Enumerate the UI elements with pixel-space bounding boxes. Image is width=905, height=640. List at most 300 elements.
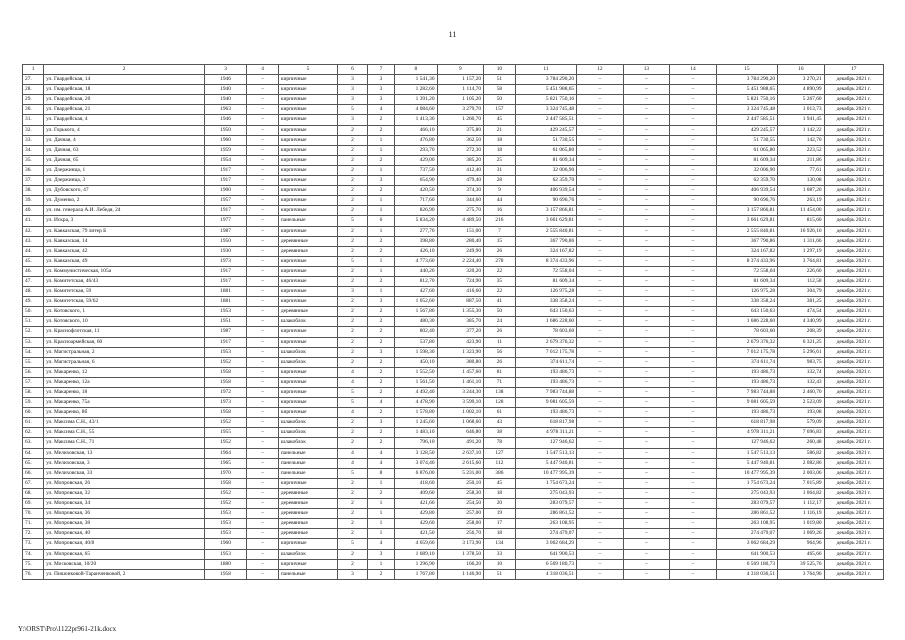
table-cell: –	[670, 165, 717, 175]
table-cell: 28.	[23, 85, 44, 95]
table-cell: шлакоблок	[278, 549, 337, 559]
table-cell: декабрь 2021 г.	[824, 529, 883, 539]
header-cell: 3	[204, 65, 246, 75]
table-cell: –	[670, 266, 717, 276]
table-cell: 1 547 513,13	[716, 448, 777, 458]
table-cell: 2	[338, 337, 368, 347]
table-cell: 18	[484, 488, 516, 498]
table-cell: декабрь 2021 г.	[824, 458, 883, 468]
table-cell: –	[577, 115, 624, 125]
table-row	[23, 488, 884, 498]
table-cell: 1 297,19	[778, 246, 825, 256]
table-cell: 3 074,40	[395, 458, 437, 468]
table-cell: 1 087,20	[778, 186, 825, 196]
table-cell: ул. Искра, 3	[44, 216, 205, 226]
table-cell: –	[247, 307, 279, 317]
table-cell: кирпичные	[278, 388, 337, 398]
table-cell: 126 975,28	[515, 287, 576, 297]
table-cell: ул. Мопровская, 32	[44, 488, 205, 498]
table-cell: –	[247, 85, 279, 95]
table-row	[23, 186, 884, 196]
table-cell: 983,75	[778, 357, 825, 367]
table-cell: 2	[338, 438, 368, 448]
table-cell: 2	[367, 357, 395, 367]
table-cell: 887,50	[437, 297, 484, 307]
table-cell: –	[577, 509, 624, 519]
table-cell: –	[577, 155, 624, 165]
table-cell: 2	[367, 408, 395, 418]
table-cell: 274 479,07	[515, 529, 576, 539]
table-cell: 491,20	[437, 438, 484, 448]
table-cell: 61 065,80	[515, 145, 576, 155]
table-cell: –	[670, 468, 717, 478]
table-cell: ул. Краснофлотская, 11	[44, 327, 205, 337]
table-cell: –	[623, 377, 670, 387]
table-row	[23, 266, 884, 276]
table-cell: ул. Макаренко, 18	[44, 388, 205, 398]
table-cell: ул. Кавказская, 79 литер Б	[44, 226, 205, 236]
table-cell: 618 817,98	[716, 418, 777, 428]
table-cell: 3 173,90	[437, 539, 484, 549]
table-cell: –	[623, 125, 670, 135]
table-cell: 2	[367, 327, 395, 337]
table-cell: декабрь 2021 г.	[824, 115, 883, 125]
table-cell: кирпичные	[278, 125, 337, 135]
table-cell: –	[623, 135, 670, 145]
table-cell: 22	[484, 266, 516, 276]
table-cell: 2	[338, 297, 368, 307]
table-cell: 1	[367, 226, 395, 236]
table-cell: 1881	[204, 297, 246, 307]
table-cell: –	[247, 529, 279, 539]
table-cell: 5 296,61	[778, 347, 825, 357]
table-cell: 31.	[23, 115, 44, 125]
table-cell: 579,09	[778, 418, 825, 428]
table-cell: декабрь 2021 г.	[824, 398, 883, 408]
table-row	[23, 509, 884, 519]
table-cell: ул. Котовского, 10	[44, 317, 205, 327]
table-cell: 1972	[204, 388, 246, 398]
table-cell: –	[247, 176, 279, 186]
table-cell: –	[577, 327, 624, 337]
table-cell: 2	[338, 186, 368, 196]
table-cell: –	[247, 418, 279, 428]
table-cell: –	[247, 165, 279, 175]
table-row	[23, 307, 884, 317]
table-cell: декабрь 2021 г.	[824, 196, 883, 206]
table-cell: –	[670, 337, 717, 347]
table-cell: 2	[338, 428, 368, 438]
table-cell: 2	[338, 499, 368, 509]
table-cell: 1 146,90	[437, 569, 484, 579]
table-cell: 4	[338, 367, 368, 377]
table-cell: –	[623, 105, 670, 115]
table-cell: декабрь 2021 г.	[824, 75, 883, 85]
table-cell: –	[577, 519, 624, 529]
table-cell: 34.	[23, 145, 44, 155]
table-cell: 1 064,82	[778, 488, 825, 498]
table-cell: 1917	[204, 337, 246, 347]
table-cell: 2	[367, 337, 395, 347]
table-cell: 3	[338, 115, 368, 125]
table-cell: ул. Красноармейская, 60	[44, 337, 205, 347]
table-row	[23, 196, 884, 206]
table-row	[23, 95, 884, 105]
table-cell: 208,39	[778, 327, 825, 337]
table-cell: 51 730,55	[515, 135, 576, 145]
table-row	[23, 529, 884, 539]
table-cell: 6 569 180,73	[515, 559, 576, 569]
table-cell: кирпичные	[278, 196, 337, 206]
table-cell: 1	[367, 519, 395, 529]
table-cell: 1 391,20	[395, 95, 437, 105]
table-cell: 5	[338, 216, 368, 226]
table-cell: декабрь 2021 г.	[824, 236, 883, 246]
table-cell: –	[247, 327, 279, 337]
table-cell: декабрь 2021 г.	[824, 287, 883, 297]
table-cell: –	[623, 176, 670, 186]
table-cell: 142,70	[778, 135, 825, 145]
table-cell: 4	[367, 398, 395, 408]
table-cell: –	[577, 529, 624, 539]
table-cell: 20	[484, 499, 516, 509]
housing-table	[22, 64, 884, 580]
table-cell: –	[577, 418, 624, 428]
table-cell: 385,20	[437, 155, 484, 165]
table-cell: ул. Московская, 10/20	[44, 559, 205, 569]
table-cell: 5 451 988,65	[716, 85, 777, 95]
table-cell: 2	[338, 125, 368, 135]
table-cell: 249,90	[437, 246, 484, 256]
table-cell: –	[247, 105, 279, 115]
table-cell: –	[623, 196, 670, 206]
table-cell: 48.	[23, 287, 44, 297]
table-cell: 275 043,93	[716, 488, 777, 498]
table-cell: 43	[484, 418, 516, 428]
table-cell: 367 790,86	[515, 236, 576, 246]
table-cell: –	[247, 226, 279, 236]
table-cell: ул. Дачная, 65	[44, 155, 205, 165]
table-cell: 320,20	[437, 266, 484, 276]
table-cell: 796,10	[395, 438, 437, 448]
table-cell: 127 946,62	[716, 438, 777, 448]
table-cell: 1951	[204, 317, 246, 327]
table-cell: 1 754 673,24	[515, 478, 576, 488]
table-cell: –	[577, 246, 624, 256]
table-cell: 2	[367, 428, 395, 438]
table-row	[23, 176, 884, 186]
table-cell: 3	[367, 95, 395, 105]
table-cell: кирпичные	[278, 377, 337, 387]
table-cell: –	[577, 448, 624, 458]
table-cell: –	[577, 388, 624, 398]
table-cell: –	[247, 458, 279, 468]
table-cell: –	[670, 276, 717, 286]
table-cell: –	[247, 367, 279, 377]
table-cell: –	[577, 499, 624, 509]
table-cell: 1 457,60	[437, 367, 484, 377]
table-cell: 3 157 866,81	[716, 206, 777, 216]
table-cell: декабрь 2021 г.	[824, 468, 883, 478]
table-cell: 1950	[204, 236, 246, 246]
table-cell: 2	[338, 418, 368, 428]
table-cell: 5 267,60	[778, 95, 825, 105]
table-cell: –	[577, 226, 624, 236]
table-cell: 1 413,30	[395, 115, 437, 125]
table-cell: 1955	[204, 428, 246, 438]
table-cell: ул. Котовского, 1	[44, 307, 205, 317]
table-cell: кирпичные	[278, 297, 337, 307]
table-cell: 1953	[204, 509, 246, 519]
table-cell: ул. Мопровская, 40/8	[44, 539, 205, 549]
table-cell: 36.	[23, 165, 44, 175]
table-row	[23, 549, 884, 559]
table-cell: –	[623, 529, 670, 539]
table-cell: 304,79	[778, 287, 825, 297]
table-cell: 50	[484, 307, 516, 317]
table-cell: –	[247, 448, 279, 458]
table-cell: 409,60	[395, 488, 437, 498]
header-cell: 11	[515, 65, 576, 75]
table-cell: ул. Мопровская, 26	[44, 478, 205, 488]
table-cell: 3	[338, 287, 368, 297]
table-cell: 1	[367, 266, 395, 276]
table-cell: 128	[484, 398, 516, 408]
table-cell: 51 730,55	[716, 135, 777, 145]
table-cell: 66.	[23, 468, 44, 478]
table-cell: 1958	[204, 478, 246, 488]
table-cell: 421,60	[395, 499, 437, 509]
table-cell: –	[623, 246, 670, 256]
table-cell: –	[623, 165, 670, 175]
table-cell: –	[247, 95, 279, 105]
table-row	[23, 115, 884, 125]
table-cell: –	[623, 115, 670, 125]
table-cell: 3 270,21	[778, 75, 825, 85]
table-cell: 375,80	[437, 125, 484, 135]
table-cell: 1 069,26	[778, 529, 825, 539]
table-cell: –	[623, 418, 670, 428]
header-cell: 13	[623, 65, 670, 75]
table-cell: 81	[484, 367, 516, 377]
table-cell: 157	[484, 105, 516, 115]
table-cell: кирпичные	[278, 105, 337, 115]
table-cell: 6 569 180,73	[716, 559, 777, 569]
table-cell: 412,40	[437, 165, 484, 175]
table-cell: 1	[367, 287, 395, 297]
table-cell: 1 323,90	[437, 347, 484, 357]
table-cell: 2	[338, 155, 368, 165]
table-cell: 274 479,07	[716, 529, 777, 539]
table-cell: 4 318 036,51	[716, 569, 777, 579]
table-cell: –	[623, 559, 670, 569]
table-cell: –	[670, 418, 717, 428]
table-cell: декабрь 2021 г.	[824, 297, 883, 307]
table-cell: ул. Дачная, 63	[44, 145, 205, 155]
table-cell: –	[247, 509, 279, 519]
table-cell: 2 460,70	[778, 388, 825, 398]
table-cell: –	[577, 165, 624, 175]
table-cell: 344,60	[437, 196, 484, 206]
table-cell: –	[623, 85, 670, 95]
table-cell: кирпичные	[278, 165, 337, 175]
table-row	[23, 448, 884, 458]
table-cell: 2	[338, 559, 368, 569]
table-cell: 1 311,66	[778, 236, 825, 246]
table-cell: 2 615,60	[437, 458, 484, 468]
table-cell: 2	[367, 307, 395, 317]
table-cell: 2	[338, 246, 368, 256]
table-cell: 26	[484, 327, 516, 337]
table-cell: кирпичные	[278, 115, 337, 125]
table-cell: 76.	[23, 569, 44, 579]
table-cell: 1 567,80	[395, 307, 437, 317]
table-cell: 193 486,73	[716, 377, 777, 387]
table-cell: –	[247, 559, 279, 569]
table-cell: 1953	[204, 549, 246, 559]
table-cell: 1964	[204, 448, 246, 458]
table-cell: 643 150,63	[716, 307, 777, 317]
table-cell: –	[623, 438, 670, 448]
table-cell: 39.	[23, 196, 44, 206]
table-cell: –	[670, 408, 717, 418]
table-cell: 151,00	[437, 226, 484, 236]
table-cell: 50	[484, 95, 516, 105]
table-cell: 1 598,30	[395, 347, 437, 357]
table-cell: декабрь 2021 г.	[824, 377, 883, 387]
table-cell: 1946	[204, 115, 246, 125]
table-cell: ул. Пишонковой-Таранченковой, 2	[44, 569, 205, 579]
table-cell: –	[577, 398, 624, 408]
table-cell: –	[670, 105, 717, 115]
table-cell: 802,40	[395, 327, 437, 337]
table-cell: 33.	[23, 135, 44, 145]
table-cell: 43.	[23, 236, 44, 246]
table-cell: –	[247, 125, 279, 135]
table-cell: 338 358,24	[515, 297, 576, 307]
table-cell: –	[577, 266, 624, 276]
table-cell: –	[577, 85, 624, 95]
table-cell: 263 108,95	[716, 519, 777, 529]
table-cell: ул. Магистральная, 2	[44, 347, 205, 357]
table-cell: кирпичные	[278, 408, 337, 418]
table-cell: 3	[367, 297, 395, 307]
table-cell: 275 043,93	[515, 488, 576, 498]
table-cell: 29.	[23, 95, 44, 105]
table-cell: 1 686 228,60	[515, 317, 576, 327]
table-cell: 49.	[23, 297, 44, 307]
table-row	[23, 236, 884, 246]
table-row	[23, 155, 884, 165]
table-cell: декабрь 2021 г.	[824, 276, 883, 286]
table-cell: кирпичные	[278, 95, 337, 105]
table-cell: 1	[367, 135, 395, 145]
table-cell: панельные	[278, 468, 337, 478]
table-cell: –	[247, 135, 279, 145]
table-cell: 1917	[204, 165, 246, 175]
table-cell: –	[623, 226, 670, 236]
table-cell: 41	[484, 297, 516, 307]
table-cell: –	[577, 539, 624, 549]
table-cell: –	[577, 569, 624, 579]
table-cell: декабрь 2021 г.	[824, 256, 883, 266]
table-cell: 278	[484, 256, 516, 266]
table-cell: –	[670, 256, 717, 266]
table-cell: 1 754 673,24	[716, 478, 777, 488]
table-cell: 4 978 311,21	[716, 428, 777, 438]
table-cell: –	[247, 478, 279, 488]
table-cell: 4 978 311,21	[515, 428, 576, 438]
table-cell: –	[623, 95, 670, 105]
table-cell: 263 108,95	[515, 519, 576, 529]
table-cell: ул. Дубовского, 47	[44, 186, 205, 196]
table-cell: 8 374 433,96	[515, 256, 576, 266]
table-cell: 1963	[204, 105, 246, 115]
table-cell: деревянные	[278, 236, 337, 246]
table-cell: –	[577, 196, 624, 206]
table-cell: 406 939,54	[515, 186, 576, 196]
table-cell: кирпичные	[278, 176, 337, 186]
table-cell: 429 245,57	[716, 125, 777, 135]
table-cell: 293,70	[395, 145, 437, 155]
table-row	[23, 388, 884, 398]
table-cell: 406 939,54	[716, 186, 777, 196]
table-cell: деревянные	[278, 499, 337, 509]
table-cell: –	[623, 287, 670, 297]
table-cell: –	[577, 307, 624, 317]
table-cell: –	[577, 186, 624, 196]
table-cell: 33	[484, 549, 516, 559]
table-cell: 38	[484, 428, 516, 438]
table-cell: 18	[484, 529, 516, 539]
table-cell: 1 068,60	[437, 418, 484, 428]
table-cell: –	[670, 216, 717, 226]
table-cell: 2	[338, 529, 368, 539]
table-cell: 127	[484, 448, 516, 458]
table-row	[23, 357, 884, 367]
table-cell: –	[670, 539, 717, 549]
table-cell: 1977	[204, 216, 246, 226]
table-cell: 4 773,60	[395, 256, 437, 266]
table-cell: панельные	[278, 569, 337, 579]
table-cell: шлакоблок	[278, 317, 337, 327]
table-cell: 429,00	[395, 155, 437, 165]
table-cell: 67.	[23, 478, 44, 488]
table-cell: –	[623, 297, 670, 307]
table-cell: 1952	[204, 438, 246, 448]
table-cell: 26	[484, 246, 516, 256]
table-cell: 81 609,34	[716, 276, 777, 286]
table-cell: 45	[484, 115, 516, 125]
table-cell: 3 661 629,81	[515, 216, 576, 226]
table-cell: 63.	[23, 438, 44, 448]
table-cell: –	[623, 75, 670, 85]
table-cell: 72 558,04	[515, 266, 576, 276]
table-cell: 1900	[204, 186, 246, 196]
table-cell: 1930	[204, 246, 246, 256]
table-cell: –	[577, 276, 624, 286]
table-cell: декабрь 2021 г.	[824, 176, 883, 186]
table-cell: декабрь 2021 г.	[824, 307, 883, 317]
table-cell: 193 486,73	[716, 408, 777, 418]
table-cell: 7 012 175,78	[515, 347, 576, 357]
table-cell: –	[670, 176, 717, 186]
table-cell: 30.	[23, 105, 44, 115]
table-cell: 81 609,34	[515, 155, 576, 165]
table-header-row	[23, 65, 884, 75]
table-cell: декабрь 2021 г.	[824, 418, 883, 428]
table-cell: 1952	[204, 488, 246, 498]
